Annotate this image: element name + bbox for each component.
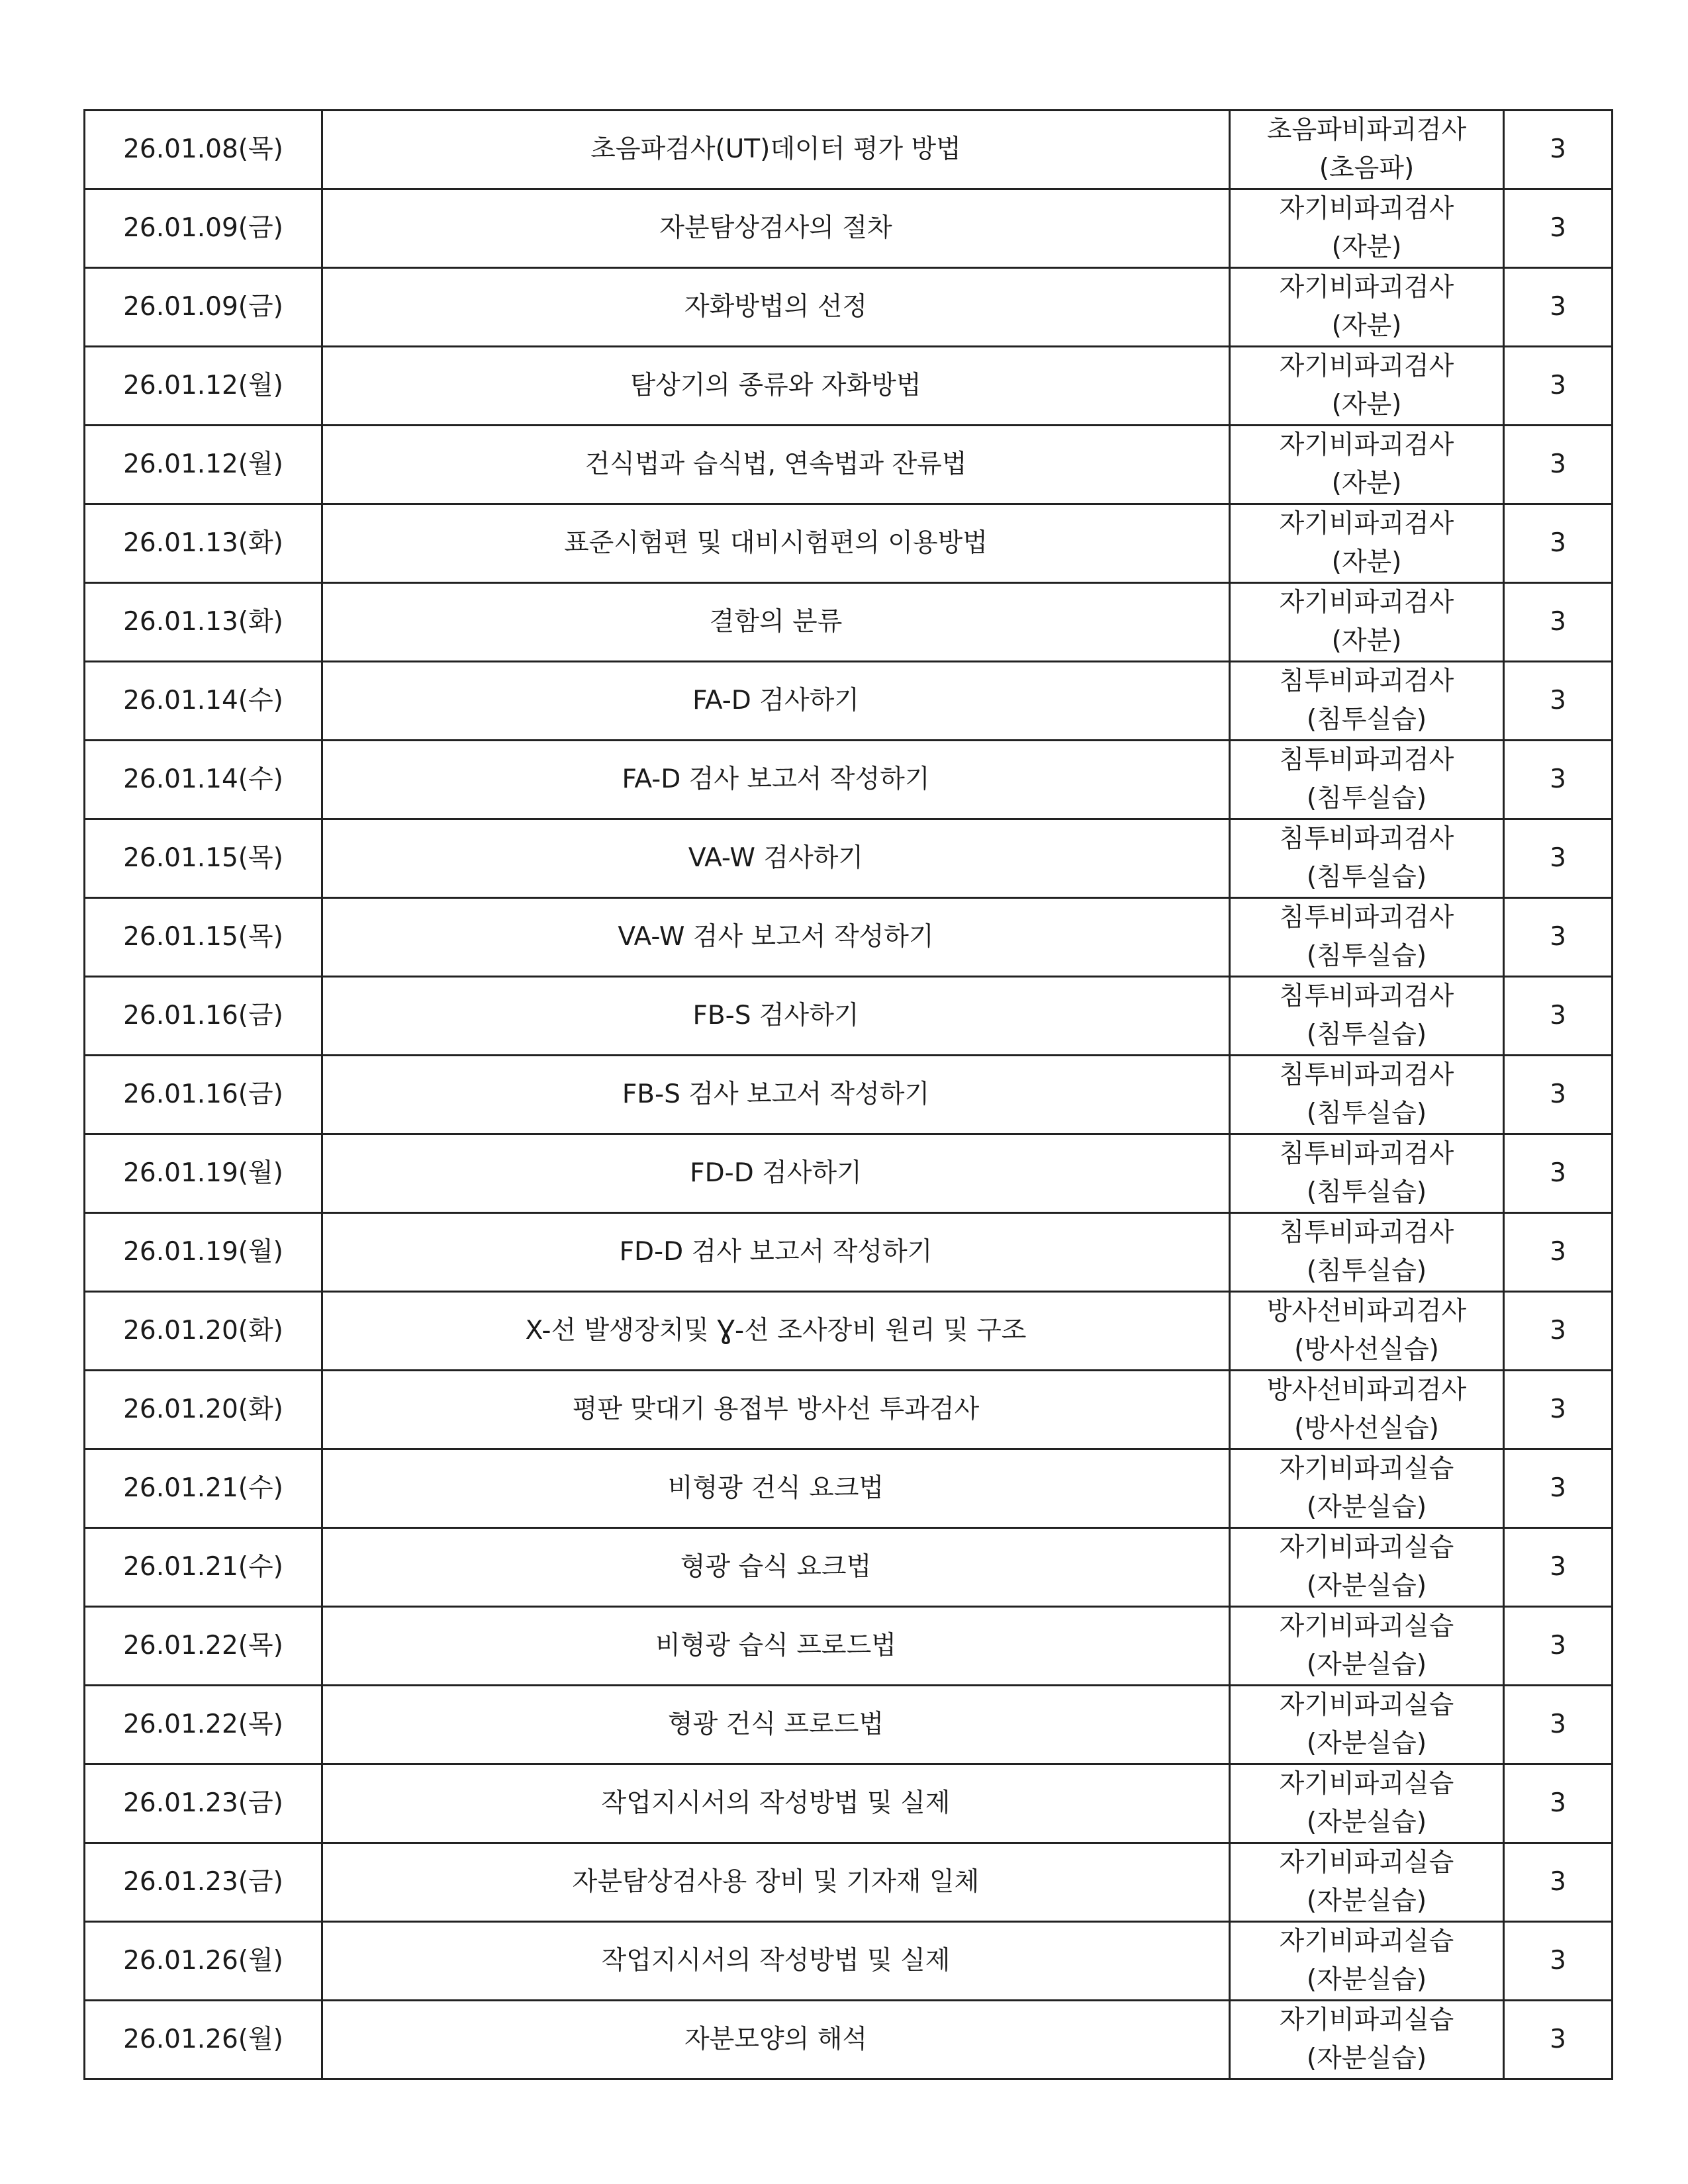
subject-name: 자기비파괴검사	[1279, 430, 1454, 460]
subject-cell	[1230, 741, 1504, 819]
subject-name: 자기비파괴실습	[1279, 1690, 1454, 1720]
subject-name: 침투비파괴검사	[1279, 824, 1454, 854]
table-row	[85, 977, 1613, 1056]
hours-cell: 3	[1504, 189, 1613, 268]
date-cell: 26.01.12(월)	[85, 426, 322, 504]
subject-name: 침투비파괴검사	[1279, 1060, 1454, 1090]
topic-cell: 자분탐상검사의 절차	[322, 189, 1230, 268]
subject-category: (침투실습)	[1306, 1256, 1427, 1286]
topic-cell: 초음파검사(UT)데이터 평가 방법	[322, 111, 1230, 189]
table-row	[85, 1371, 1613, 1449]
table-row	[85, 1686, 1613, 1764]
subject-name: 자기비파괴검사	[1279, 509, 1454, 539]
topic-cell: FA-D 검사하기	[322, 662, 1230, 741]
date-cell: 26.01.21(수)	[85, 1449, 322, 1528]
hours-cell: 3	[1504, 741, 1613, 819]
date-cell: 26.01.16(금)	[85, 1056, 322, 1134]
topic-cell: 형광 건식 프로드법	[322, 1686, 1230, 1764]
subject-cell	[1230, 1213, 1504, 1292]
subject-cell	[1230, 111, 1504, 189]
table-row	[85, 1528, 1613, 1607]
topic-cell: 비형광 건식 요크법	[322, 1449, 1230, 1528]
table-row	[85, 583, 1613, 662]
date-cell: 26.01.08(목)	[85, 111, 322, 189]
subject-name: 자기비파괴실습	[1279, 2005, 1454, 2035]
hours-cell: 3	[1504, 2001, 1613, 2079]
hours-cell: 3	[1504, 1134, 1613, 1213]
subject-cell	[1230, 426, 1504, 504]
hours-cell: 3	[1504, 268, 1613, 347]
table-row	[85, 189, 1613, 268]
hours-cell: 3	[1504, 1922, 1613, 2001]
table-row	[85, 1056, 1613, 1134]
date-cell: 26.01.22(목)	[85, 1686, 322, 1764]
subject-cell	[1230, 1056, 1504, 1134]
table-row	[85, 898, 1613, 977]
date-cell: 26.01.23(금)	[85, 1843, 322, 1922]
subject-cell	[1230, 1528, 1504, 1607]
table-row	[85, 1843, 1613, 1922]
date-cell: 26.01.26(월)	[85, 2001, 322, 2079]
table-row	[85, 268, 1613, 347]
hours-cell: 3	[1504, 1607, 1613, 1686]
topic-cell: 평판 맞대기 용접부 방사선 투과검사	[322, 1371, 1230, 1449]
hours-cell: 3	[1504, 662, 1613, 741]
subject-category: (방사선실습)	[1294, 1335, 1439, 1365]
subject-name: 침투비파괴검사	[1279, 745, 1454, 775]
subject-name: 침투비파괴검사	[1279, 903, 1454, 933]
subject-cell	[1230, 2001, 1504, 2079]
date-cell: 26.01.09(금)	[85, 268, 322, 347]
date-cell: 26.01.19(월)	[85, 1134, 322, 1213]
subject-cell	[1230, 898, 1504, 977]
schedule-table	[83, 109, 1613, 2080]
subject-category: (침투실습)	[1306, 941, 1427, 971]
subject-category: (자분)	[1331, 626, 1402, 656]
subject-category: (침투실습)	[1306, 705, 1427, 735]
table-row	[85, 741, 1613, 819]
subject-cell	[1230, 1764, 1504, 1843]
topic-cell: X-선 발생장치및 Ɣ-선 조사장비 원리 및 구조	[322, 1292, 1230, 1371]
hours-cell: 3	[1504, 1528, 1613, 1607]
table-row	[85, 1922, 1613, 2001]
hours-cell: 3	[1504, 1686, 1613, 1764]
table-row	[85, 426, 1613, 504]
date-cell: 26.01.20(화)	[85, 1371, 322, 1449]
hours-cell: 3	[1504, 1056, 1613, 1134]
hours-cell: 3	[1504, 898, 1613, 977]
hours-cell: 3	[1504, 583, 1613, 662]
subject-cell	[1230, 1292, 1504, 1371]
topic-cell: 자화방법의 선정	[322, 268, 1230, 347]
hours-cell: 3	[1504, 1292, 1613, 1371]
hours-cell: 3	[1504, 1764, 1613, 1843]
table-row	[85, 819, 1613, 898]
table-row	[85, 662, 1613, 741]
subject-category: (자분실습)	[1306, 1807, 1427, 1837]
topic-cell: 결함의 분류	[322, 583, 1230, 662]
table-row	[85, 1134, 1613, 1213]
topic-cell: FD-D 검사하기	[322, 1134, 1230, 1213]
subject-name: 침투비파괴검사	[1279, 1139, 1454, 1169]
date-cell: 26.01.14(수)	[85, 741, 322, 819]
subject-cell	[1230, 504, 1504, 583]
date-cell: 26.01.22(목)	[85, 1607, 322, 1686]
topic-cell: 표준시험편 및 대비시험편의 이용방법	[322, 504, 1230, 583]
subject-name: 자기비파괴검사	[1279, 194, 1454, 224]
hours-cell: 3	[1504, 504, 1613, 583]
date-cell: 26.01.23(금)	[85, 1764, 322, 1843]
subject-category: (침투실습)	[1306, 784, 1427, 813]
topic-cell: FB-S 검사하기	[322, 977, 1230, 1056]
subject-cell	[1230, 1449, 1504, 1528]
subject-category: (자분실습)	[1306, 1886, 1427, 1916]
date-cell: 26.01.12(월)	[85, 347, 322, 426]
subject-name: 자기비파괴실습	[1279, 1533, 1454, 1563]
subject-name: 침투비파괴검사	[1279, 666, 1454, 696]
subject-category: (자분실습)	[1306, 2044, 1427, 2073]
subject-category: (침투실습)	[1306, 1020, 1427, 1050]
subject-name: 초음파비파괴검사	[1266, 115, 1467, 145]
subject-cell	[1230, 1607, 1504, 1686]
topic-cell: 형광 습식 요크법	[322, 1528, 1230, 1607]
subject-cell	[1230, 1371, 1504, 1449]
hours-cell: 3	[1504, 347, 1613, 426]
date-cell: 26.01.26(월)	[85, 1922, 322, 2001]
table-row	[85, 1213, 1613, 1292]
subject-category: (자분실습)	[1306, 1729, 1427, 1758]
subject-name: 자기비파괴검사	[1279, 273, 1454, 302]
table-row	[85, 1764, 1613, 1843]
table-row	[85, 2001, 1613, 2079]
hours-cell: 3	[1504, 819, 1613, 898]
subject-category: (자분)	[1331, 469, 1402, 498]
topic-cell: FD-D 검사 보고서 작성하기	[322, 1213, 1230, 1292]
subject-cell	[1230, 268, 1504, 347]
subject-category: (자분)	[1331, 232, 1402, 262]
subject-name: 자기비파괴실습	[1279, 1927, 1454, 1956]
date-cell: 26.01.13(화)	[85, 583, 322, 662]
subject-category: (자분)	[1331, 547, 1402, 577]
subject-category: (자분)	[1331, 390, 1402, 420]
date-cell: 26.01.14(수)	[85, 662, 322, 741]
date-cell: 26.01.16(금)	[85, 977, 322, 1056]
subject-cell	[1230, 583, 1504, 662]
schedule-body	[85, 111, 1613, 2079]
topic-cell: VA-W 검사 보고서 작성하기	[322, 898, 1230, 977]
hours-cell: 3	[1504, 1213, 1613, 1292]
date-cell: 26.01.15(목)	[85, 898, 322, 977]
subject-cell	[1230, 1843, 1504, 1922]
subject-category: (방사선실습)	[1294, 1414, 1439, 1443]
date-cell: 26.01.13(화)	[85, 504, 322, 583]
table-row	[85, 1449, 1613, 1528]
hours-cell: 3	[1504, 1371, 1613, 1449]
hours-cell: 3	[1504, 1843, 1613, 1922]
topic-cell: 자분모양의 해석	[322, 2001, 1230, 2079]
subject-category: (자분)	[1331, 311, 1402, 341]
table-row	[85, 347, 1613, 426]
subject-name: 자기비파괴실습	[1279, 1612, 1454, 1641]
subject-name: 자기비파괴실습	[1279, 1454, 1454, 1484]
subject-cell	[1230, 1134, 1504, 1213]
table-row	[85, 111, 1613, 189]
subject-category: (초음파)	[1319, 154, 1415, 183]
subject-category: (침투실습)	[1306, 862, 1427, 892]
subject-category: (자분실습)	[1306, 1571, 1427, 1601]
date-cell: 26.01.09(금)	[85, 189, 322, 268]
subject-name: 방사선비파괴검사	[1266, 1297, 1467, 1326]
date-cell: 26.01.21(수)	[85, 1528, 322, 1607]
subject-name: 침투비파괴검사	[1279, 1218, 1454, 1248]
topic-cell: FB-S 검사 보고서 작성하기	[322, 1056, 1230, 1134]
subject-cell	[1230, 662, 1504, 741]
table-row	[85, 1607, 1613, 1686]
subject-cell	[1230, 1922, 1504, 2001]
date-cell: 26.01.20(화)	[85, 1292, 322, 1371]
subject-name: 방사선비파괴검사	[1266, 1375, 1467, 1405]
subject-category: (침투실습)	[1306, 1099, 1427, 1128]
topic-cell: VA-W 검사하기	[322, 819, 1230, 898]
subject-category: (자분실습)	[1306, 1492, 1427, 1522]
subject-cell	[1230, 819, 1504, 898]
topic-cell: 탐상기의 종류와 자화방법	[322, 347, 1230, 426]
subject-name: 자기비파괴검사	[1279, 588, 1454, 617]
topic-cell: 비형광 습식 프로드법	[322, 1607, 1230, 1686]
subject-cell	[1230, 977, 1504, 1056]
hours-cell: 3	[1504, 1449, 1613, 1528]
subject-cell	[1230, 189, 1504, 268]
hours-cell: 3	[1504, 426, 1613, 504]
hours-cell: 3	[1504, 111, 1613, 189]
topic-cell: FA-D 검사 보고서 작성하기	[322, 741, 1230, 819]
subject-cell	[1230, 1686, 1504, 1764]
date-cell: 26.01.15(목)	[85, 819, 322, 898]
date-cell: 26.01.19(월)	[85, 1213, 322, 1292]
subject-name: 자기비파괴실습	[1279, 1769, 1454, 1799]
subject-cell	[1230, 347, 1504, 426]
subject-category: (침투실습)	[1306, 1177, 1427, 1207]
table-row	[85, 1292, 1613, 1371]
subject-name: 자기비파괴검사	[1279, 351, 1454, 381]
hours-cell: 3	[1504, 977, 1613, 1056]
subject-name: 자기비파괴실습	[1279, 1848, 1454, 1878]
subject-category: (자분실습)	[1306, 1965, 1427, 1995]
topic-cell: 자분탐상검사용 장비 및 기자재 일체	[322, 1843, 1230, 1922]
topic-cell: 작업지시서의 작성방법 및 실제	[322, 1922, 1230, 2001]
topic-cell: 작업지시서의 작성방법 및 실제	[322, 1764, 1230, 1843]
topic-cell: 건식법과 습식법, 연속법과 잔류법	[322, 426, 1230, 504]
table-row	[85, 504, 1613, 583]
subject-category: (자분실습)	[1306, 1650, 1427, 1680]
subject-name: 침투비파괴검사	[1279, 981, 1454, 1011]
